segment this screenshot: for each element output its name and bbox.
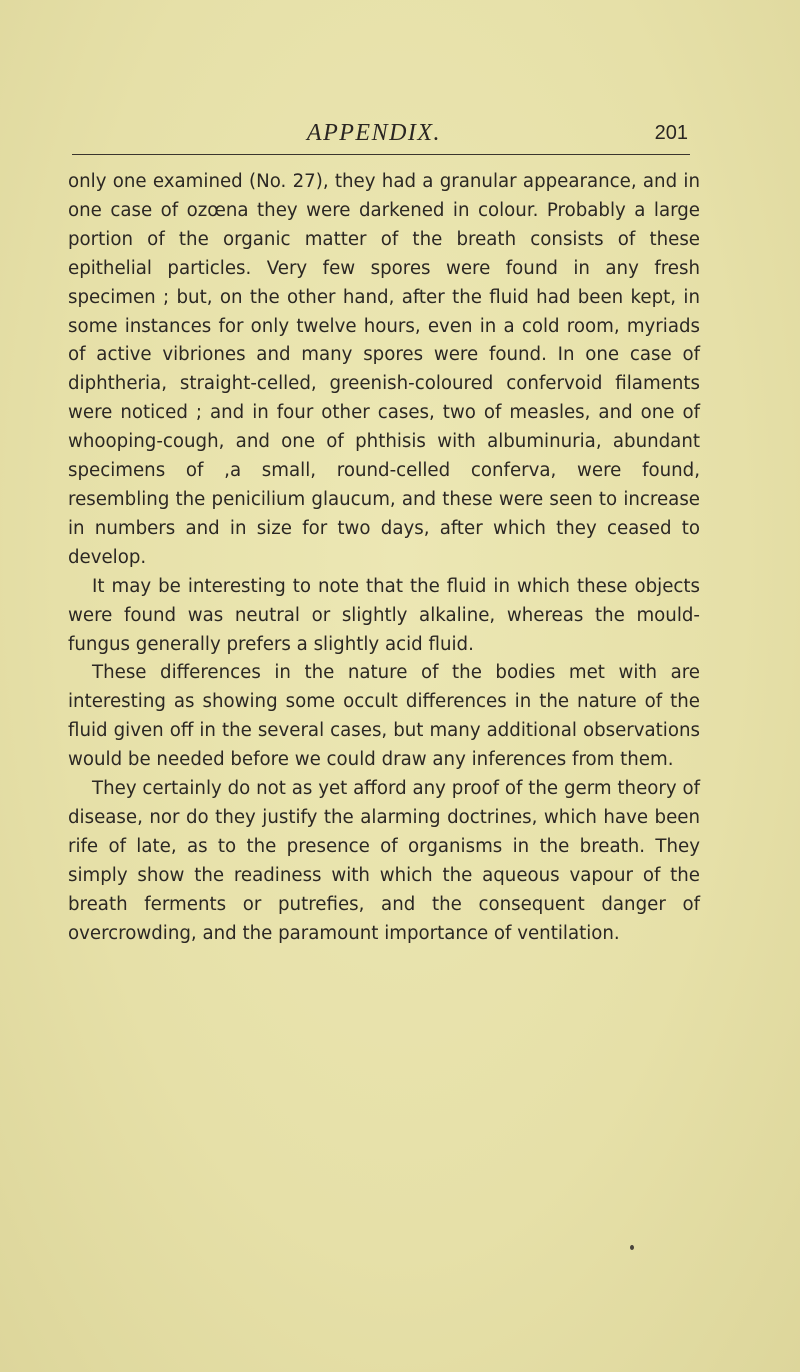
paragraph: It may be interesting to note that the fluid in which these objects were found was neutral or slightly alkaline, whereas the mould-fungus generally prefers a slightly acid fluid. (68, 575, 700, 655)
paragraph: only one examined (No. 27), they had a granular appearance, and in one case of ozœna they were darkened in colour. Probably a large portion of the organic matter of the breath consists of these epithelial particles. Very few spores were found in any fresh specimen ; but, on the other hand, after the fluid had been kept, in some instances for only twelve hours, even in a cold room, myriads of active vibriones and many spores were found. In one case of diphtheria, straight-celled, greenish-coloured confervoid filaments were noticed ; and in four other cases, two of measles, and one of whooping-cough, and one of phthisis with albuminuria, abundant specimens of ,a small, round-celled conferva, were found, resembling the penicilium glaucum, and these were seen to increase in numbers and in size for two days, after which they ceased to develop. (68, 171, 700, 568)
paragraph: They certainly do not as yet afford any proof of the germ theory of disease, nor do they justify the alarming doctrines, which have been rife of late, as to the presence of organisms in the breath. They simply show the readiness with which the aqueous vapour of the breath ferments or putrefies, and the consequent danger of overcrowding, and the paramount importance of ventilation. (68, 778, 700, 944)
page-number: 201 (654, 122, 688, 144)
running-head (60, 120, 688, 156)
ink-speck (630, 1245, 634, 1250)
header-rule (72, 154, 690, 155)
running-title: APPENDIX. (306, 120, 442, 146)
body-text (68, 168, 700, 948)
paragraph: These differences in the nature of the bodies met with are interesting as showing some occult differences in the nature of the fluid given off in the several cases, but many additional observations would be needed before we could draw any inferences from them. (68, 662, 700, 771)
